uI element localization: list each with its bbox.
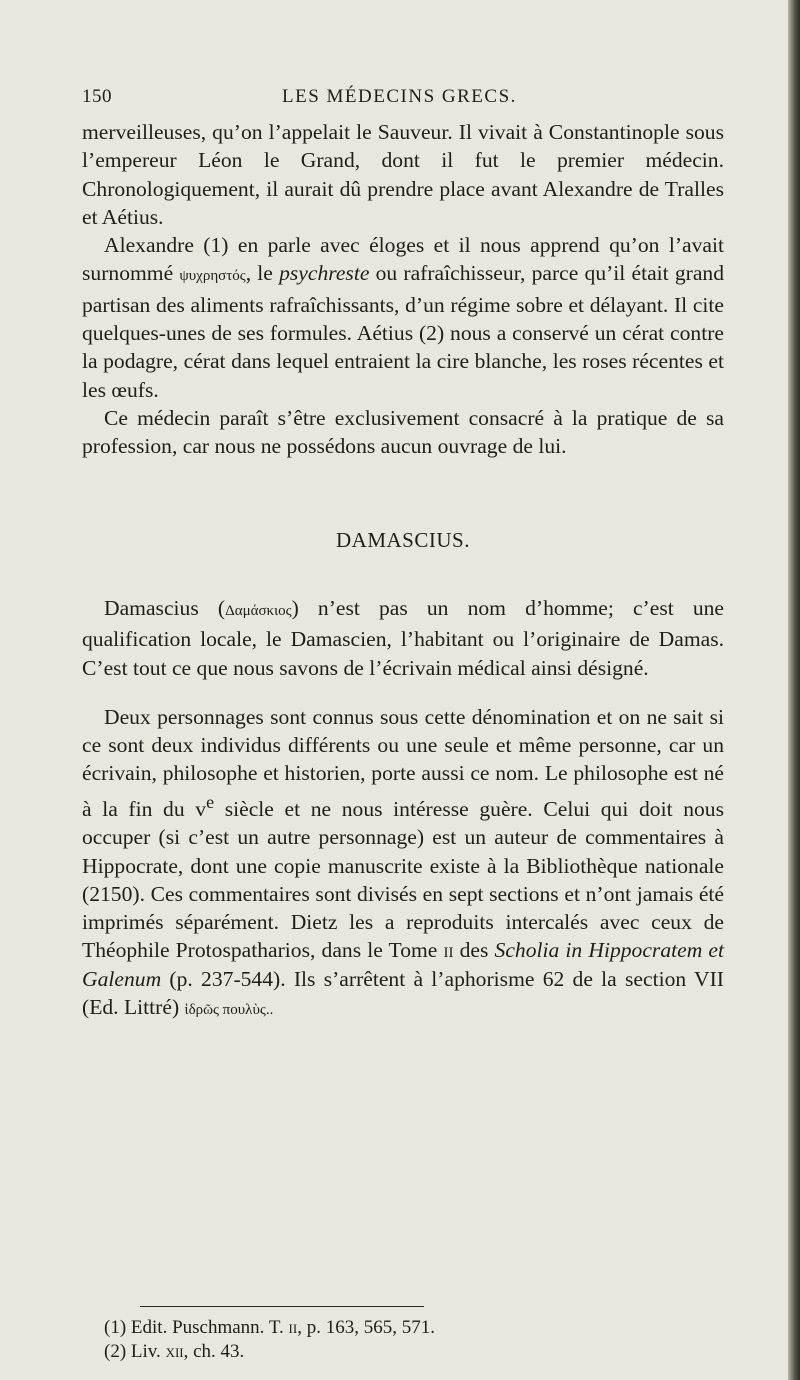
running-head: LES MÉDECINS GRECS.: [282, 86, 517, 107]
paragraph-2-part-a: Alexandre (1) en parle avec éloges et il nous apprend qu’on l’avait surnommé: [82, 233, 724, 286]
footnote-divider: [140, 1306, 424, 1307]
greek-word-damaskios: Δαμάσκιος: [225, 603, 292, 619]
paragraph-5-part-b: siècle et ne nous intéresse guère. Celui qui doit nous occuper (si c’est un autre personnage) est un auteur de commentaires à Hippocrate, dont une copie manuscrite existe à la Bibliothèque nationale (2150). Ces commentaires sont divisés en sept sections et n’ont jamais été imprimés séparément. Dietz les a reproduits intercalés avec ceux de Théophile Protospatharios, dans le Tome: [82, 796, 725, 963]
page-number: 150: [82, 86, 112, 107]
footnote-2-text: (2) Liv.: [104, 1341, 166, 1362]
paragraph-5-part-a: Deux personnages sont connus sous cette dénomination et on ne sait si ce sont deux individus différents ou une seule et même personne, car un écrivain, philosophe et historien, porte aussi ce nom. Le philosophe est né à la fin du v: [82, 704, 724, 821]
page-binding-edge: [788, 0, 800, 1380]
text-block-upper: [82, 118, 724, 461]
paragraph-5-part-c: des: [453, 938, 495, 963]
paragraph-4: [82, 594, 724, 682]
footnote-1: [104, 1316, 704, 1340]
text-block-lower: [82, 594, 724, 1024]
italic-psychreste: psychreste: [279, 261, 370, 286]
paragraph-1: [82, 118, 724, 231]
italic-scholia-title: Scholia in Hippocratem et Galenum: [82, 938, 724, 991]
paragraph-4-part-a: Damascius (: [104, 596, 226, 620]
footnote-2: [104, 1340, 704, 1364]
footnote-1-rest: , p. 163, 565, 571.: [297, 1317, 435, 1338]
paragraph-2: [82, 231, 724, 404]
tome-number: ii: [443, 938, 454, 963]
footnote-2-rest: , ch. 43.: [183, 1341, 245, 1362]
paragraph-5: [82, 703, 724, 1024]
paragraph-5-part-d: (p. 237-544). Ils s’arrêtent à l’aphorisme 62 de la section VII (Ed. Littré): [82, 966, 724, 1020]
paragraph-2-part-c: ou rafraîchisseur, parce qu’il était grand partisan des aliments rafraîchissants, d’un régime sobre et délayant. Il cite quelques-unes de ses formules. Aétius (2) nous a conservé un cérat contre la podagre, cérat dans lequel entraient la cire blanche, les roses récentes et les œufs.: [82, 261, 725, 402]
paragraph-1-text: merveilleuses, qu’on l’appelait le Sauveur. Il vivait à Constantinople sous l’empereur Léon le Grand, dont il fut le premier médecin. Chronologiquement, il aurait dû prendre place avant Alexandre de Tralles et Aétius.: [82, 120, 724, 229]
paragraph-3-text: Ce médecin paraît s’être exclusivement consacré à la pratique de sa profession, car nous ne possédons aucun ouvrage de lui.: [82, 405, 724, 459]
page-header: [82, 86, 722, 114]
footnote-2-livre: xii: [165, 1341, 184, 1362]
paragraph-3: [82, 404, 724, 461]
footnote-1-tome: ii: [288, 1317, 298, 1338]
greek-word-psychrestos: ψυχρηστός: [179, 268, 246, 285]
section-heading-damascius: DAMASCIUS.: [336, 528, 470, 552]
paragraph-4-part-b: ) n’est pas un nom d’homme; c’est une qualification locale, le Damascien, l’habitant ou l’originaire de Damas. C’est tout ce que nous savons de l’écrivain médical ainsi désigné.: [82, 596, 725, 680]
superscript-e: e: [206, 791, 215, 812]
paragraph-2-part-b: , le: [245, 261, 280, 286]
greek-phrase-end: ἱδρῶς πουλὺς..: [184, 1002, 274, 1019]
footnote-1-text: (1) Edit. Puschmann. T.: [104, 1317, 289, 1338]
footnotes: [104, 1316, 704, 1364]
